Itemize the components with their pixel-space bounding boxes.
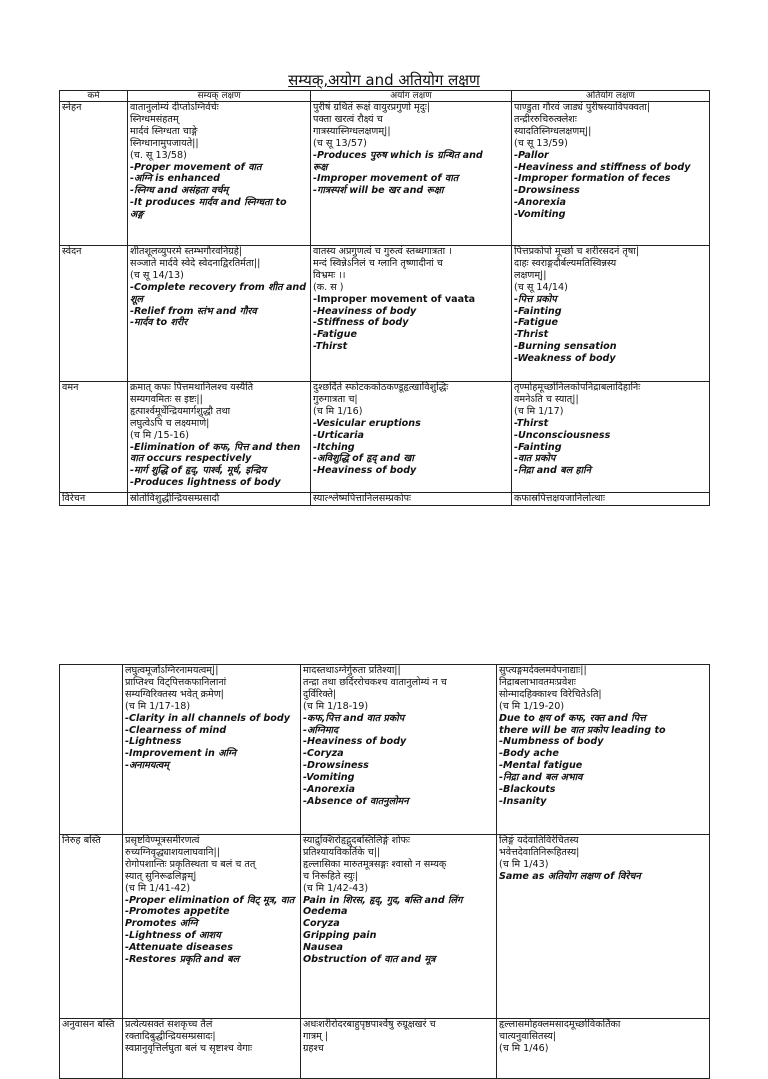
cell-line: स्याद्रुक्शिरोहृद्गुदबस्तिलिङ्गे शोफः: [303, 835, 410, 846]
cell-line: पित्तप्रकोपो मूर्च्छा च शरीरसदनं तृषा|: [514, 246, 640, 257]
cell-line: Obstruction of वात and मूत्र: [303, 954, 436, 966]
cell-line: -Pallor: [514, 149, 549, 161]
cell-line: -Heaviness of body: [313, 465, 417, 477]
cell-line: -Lightness: [125, 736, 182, 748]
cell-line: ग्रहश्च: [303, 1042, 324, 1054]
cell-line: -पित्त प्रकोप: [514, 293, 557, 305]
cell-line: स्वप्नानुवृत्तिर्लघुता बलं च सृष्टाश्च वेगाः: [125, 1042, 253, 1054]
cell-line: -Improvement in अग्नि: [125, 748, 237, 760]
ayoga-lakshan-cell: [301, 1019, 497, 1079]
cell-line: स्यात् सुनिरूढलिङ्गम्|: [125, 870, 197, 882]
cell-line: -Proper elimination of विट् मूत्र, वात: [125, 894, 295, 906]
atiyoga-lakshan-cell: [497, 835, 710, 1019]
cell-line: -Improper movement of vaata: [313, 293, 476, 305]
cell-line: गुरुगात्रता च|: [313, 393, 358, 405]
cell-line: हृत्पार्श्वमूर्धेन्द्रियमार्गशुद्धौ तथा: [130, 405, 231, 417]
samyak-lakshan-cell: [128, 382, 311, 493]
cell-line: (क. स ): [313, 281, 344, 293]
cell-line: विभ्रमः ।।: [313, 269, 346, 281]
atiyoga-lakshan-cell: [512, 246, 710, 382]
cell-line: -अग्नि is enhanced: [130, 173, 221, 185]
cell-line: (च सू 14/13): [130, 269, 184, 281]
samyak-lakshan-cell: [128, 102, 311, 246]
cell-line: -Vesicular eruptions: [313, 417, 421, 429]
cell-line: -Anorexia: [303, 784, 356, 796]
cell-line: स्निग्धानामुपजायते||: [130, 137, 199, 149]
cell-line: (च सू 13/57): [313, 137, 367, 149]
cell-line: सुप्त्यङ्गमर्दक्लमवेपनाद्याः||: [499, 665, 587, 676]
samyak-lakshan-cell: [128, 246, 311, 382]
cell-line: -Drowsiness: [514, 185, 580, 197]
cell-line: -Weakness of body: [514, 353, 616, 365]
atiyoga-lakshan-cell: [497, 1019, 710, 1079]
cell-line: Promotes अग्नि: [125, 918, 198, 930]
cell-line: -वात प्रकोप: [514, 453, 556, 465]
karma-cell: वमन: [60, 382, 128, 493]
cell-line: सञ्जाते मार्दवे स्वेदे स्वेदनाद्विरतिर्मता||: [130, 257, 261, 269]
cell-line: -Vomiting: [514, 209, 566, 221]
karma-cell: निरुह बस्ति: [60, 835, 123, 1019]
table-row: [60, 382, 710, 493]
ayoga-lakshan-cell: [301, 665, 497, 835]
cell-line: प्रतिश्यायविकर्तिके च||: [303, 846, 381, 858]
cell-line: चात्यनुवासितस्य|: [499, 1030, 557, 1042]
cell-line: -Produces lightness of body: [130, 477, 281, 489]
column-header-atiyoga: अतियोग लक्षण: [512, 91, 710, 102]
cell-line: Oedema: [303, 906, 348, 918]
cell-line: लक्षणम्||: [514, 269, 547, 281]
cell-line: (च मि 1/43): [499, 858, 549, 870]
cell-line: लिङ्गं यदेवातिविरेचितस्य: [499, 835, 579, 846]
cell-line: -Drowsiness: [303, 760, 369, 772]
cell-line: -Burning sensation: [514, 341, 617, 353]
cell-line: (च मि 1/17-18): [125, 700, 191, 712]
cell-line: (च सू 14/14): [514, 281, 568, 293]
cell-line: तृण्मोहमूर्च्छानिलकोपनिद्राबलादिहानिः: [514, 382, 641, 393]
cell-line: (च मि 1/18-19): [303, 700, 369, 712]
cell-line: -Elimination of कफ, पित्त and then: [130, 441, 301, 453]
cell-line: तन्द्रीररुचिरुत्क्लेशः: [514, 113, 577, 125]
cell-line: -Produces पुरुष which is ग्रन्थित and: [313, 149, 483, 161]
cell-line: Nausea: [303, 942, 344, 954]
cell-line: -Proper movement of वात: [130, 161, 262, 173]
cell-line: मार्दवं स्निग्धता चाङ्गे: [130, 125, 198, 137]
karma-cell: स्नेहन: [60, 102, 128, 246]
atiyoga-lakshan-cell: [512, 493, 710, 506]
karma-cell: [60, 665, 123, 835]
cell-line: प्राप्तिश्च विट्पित्तकफानिलानां: [125, 676, 227, 688]
cell-line: -Clearness of mind: [125, 724, 227, 736]
cell-line: -Thrist: [514, 329, 549, 341]
cell-line: (च मि 1/16): [313, 405, 363, 417]
cell-line: वमनेऽति च स्यात्||: [514, 393, 579, 405]
cell-line: (च मि 1/41-42): [125, 882, 191, 894]
cell-line: (च मि /15-16): [130, 429, 190, 441]
cell-line: -Heaviness and stiffness of body: [514, 161, 691, 173]
cell-line: Pain in शिरस, हृद्, गुद, बस्ति and लिंग: [303, 894, 463, 906]
cell-line: अङ्ग: [130, 209, 144, 221]
column-header-samyak: सम्यक् लक्षण: [128, 91, 311, 102]
cell-line: -Attenuate diseases: [125, 942, 233, 954]
lakshan-table-part-1: [59, 90, 710, 506]
atiyoga-lakshan-cell: [497, 665, 710, 835]
cell-line: कफास्रपित्तक्षयजानिलोत्थाः: [514, 493, 605, 504]
cell-line: -Vomiting: [303, 772, 355, 784]
cell-line: पाण्डुता गौरवं जाड्यं पुरीषस्याविपक्वता|: [514, 102, 651, 113]
cell-line: (च सू 13/59): [514, 137, 568, 149]
ayoga-lakshan-cell: [311, 382, 512, 493]
cell-line: क्रमात् कफः पित्तमथानिलश्च यस्यैति: [130, 382, 254, 393]
cell-line: -Itching: [313, 441, 355, 453]
cell-line: -Heaviness of body: [303, 736, 407, 748]
ayoga-lakshan-cell: [311, 246, 512, 382]
karma-cell: स्वेदन: [60, 246, 128, 382]
cell-line: there will be वात प्रकोप leading to: [499, 724, 666, 736]
cell-line: -Urticaria: [313, 429, 365, 441]
cell-line: (च मि 1/42-43): [303, 882, 369, 894]
table-row: [60, 246, 710, 382]
cell-line: प्रत्येत्यसक्तं सशकृच्च तैलं: [125, 1019, 213, 1030]
cell-line: पक्ता खरत्वं रौक्ष्यं च: [313, 113, 383, 125]
cell-line: -Absence of वातनुलोमन: [303, 795, 409, 807]
cell-line: -Lightness of आशय: [125, 930, 221, 942]
table-row: [60, 493, 710, 506]
cell-line: -स्निग्ध and असंहता वर्चम्: [130, 185, 229, 197]
cell-line: लघुत्वेऽपि च लक्ष्यमाणे|: [130, 417, 210, 429]
atiyoga-lakshan-cell: [512, 102, 710, 246]
cell-line: -Fainting: [514, 305, 562, 317]
cell-line: -Fatigue: [313, 329, 357, 341]
cell-line: रुच्यग्निवृद्ध्याशयलाघवानि||: [125, 846, 220, 858]
cell-line: दुश्छर्दिते स्फोटककोठकण्डूहृत्खाविशुद्धिः: [313, 382, 449, 393]
ayoga-lakshan-cell: [311, 102, 512, 246]
cell-line: रक्तादिबुद्धीन्द्रियसम्प्रसादः|: [125, 1030, 216, 1042]
cell-line: शूल: [130, 293, 144, 305]
cell-line: भवेत्तदेवातिनिरूहितस्य|: [499, 846, 580, 858]
cell-line: वात occurs respectively: [130, 453, 252, 465]
cell-line: -Heaviness of body: [313, 305, 417, 317]
samyak-lakshan-cell: [128, 493, 311, 506]
cell-line: -Clarity in all channels of body: [125, 712, 291, 724]
page-title: सम्यक्,अयोग and अतियोग लक्षण: [288, 71, 480, 89]
cell-line: मादस्तथाऽग्नेर्गुरुता प्रतिश्या||: [303, 665, 401, 676]
cell-line: -Unconsciousness: [514, 429, 611, 441]
cell-line: (च मि 1/19-20): [499, 700, 565, 712]
samyak-lakshan-cell: [123, 835, 301, 1019]
cell-line: रोगोपशान्तिः प्रकृतिस्थता च बलं च तत्: [125, 858, 256, 870]
cell-line: प्रसृष्टविण्मूत्रसमीरणत्वं: [125, 835, 200, 846]
cell-line: तन्द्रा तथा छर्दिररोचकश्च वातानुलोम्यं न च: [303, 676, 447, 688]
cell-line: -Restores प्रकृति and बल: [125, 954, 240, 966]
cell-line: -Improper formation of feces: [514, 173, 671, 185]
cell-line: सोन्मादहिक्काश्च विरेचितेऽति|: [499, 688, 602, 700]
cell-line: -Fatigue: [514, 317, 558, 329]
cell-line: हृल्लासिका मारुतमूत्रसङ्गः श्वासो न सम्यक्: [303, 858, 447, 870]
ayoga-lakshan-cell: [301, 835, 497, 1019]
cell-line: दुर्विरिक्ते|: [303, 688, 337, 700]
cell-line: मन्दं स्विन्नेऽनिलं च ग्लानि तृष्णादीनां च: [313, 257, 443, 269]
cell-line: -It produces मार्दव and स्निग्धता to: [130, 197, 287, 209]
cell-line: Same as अतियोग लक्षण of विरेचन: [499, 870, 641, 882]
table-row: [60, 835, 710, 1019]
column-header-ayoga: अयोग लक्षण: [311, 91, 512, 102]
cell-line: -निद्रा and बल अभाव: [499, 772, 583, 784]
cell-line: स्रोतोविशुद्धीन्द्रियसम्प्रसादौ: [130, 493, 220, 504]
cell-line: स्निग्धमसंहतम्: [130, 113, 179, 125]
cell-line: वातानुलोम्यं दीप्तोऽग्निर्वर्चः: [130, 102, 219, 113]
cell-line: -कफ,पित्त and वात प्रकोप: [303, 712, 405, 724]
cell-line: गात्रम् |: [303, 1030, 329, 1042]
cell-line: -Fainting: [514, 441, 562, 453]
cell-line: रूक्ष: [313, 161, 328, 173]
table-header-row: [60, 91, 710, 102]
cell-line: निद्राबलाभावतमःप्रवेशः: [499, 676, 576, 688]
atiyoga-lakshan-cell: [512, 382, 710, 493]
cell-line: -Relief from स्तंभ and गौरव: [130, 305, 257, 317]
lakshan-table-part-2: [59, 664, 710, 1079]
cell-line: -Blackouts: [499, 784, 556, 796]
cell-line: हृल्लासमोहक्लमसादमूर्च्छाविकर्तिका: [499, 1019, 621, 1030]
cell-line: लघुत्वमूर्जोऽग्निरनामयत्वम्||: [125, 665, 219, 676]
cell-line: -Anorexia: [514, 197, 567, 209]
cell-line: -Promotes appetite: [125, 906, 230, 918]
samyak-lakshan-cell: [123, 665, 301, 835]
cell-line: -Complete recovery from शीत and: [130, 281, 307, 293]
cell-line: सम्यगवमितः स इष्टः||: [130, 393, 203, 405]
cell-line: Due to क्षय of कफ, रक्त and पित्त: [499, 712, 646, 724]
cell-line: (च मि 1/17): [514, 405, 564, 417]
cell-line: Coryza: [303, 918, 340, 930]
cell-line: -मार्दव to शरीर: [130, 317, 188, 329]
cell-line: -Coryza: [303, 748, 344, 760]
ayoga-lakshan-cell: [311, 493, 512, 506]
cell-line: -Numbness of body: [499, 736, 604, 748]
table-row: [60, 1019, 710, 1079]
cell-line: -Mental fatigue: [499, 760, 583, 772]
column-header-karma: कर्म: [60, 91, 128, 102]
cell-line: (च. सू 13/58): [130, 149, 187, 161]
cell-line: -निद्रा and बल हानि: [514, 465, 591, 477]
cell-line: -Thirst: [514, 417, 549, 429]
cell-line: -Stiffness of body: [313, 317, 409, 329]
cell-line: Gripping pain: [303, 930, 377, 942]
cell-line: -Body ache: [499, 748, 559, 760]
cell-line: -अविशुद्धि of हृद् and खा: [313, 453, 414, 465]
cell-line: स्यादतिस्निग्धलक्षणम्||: [514, 125, 592, 137]
table-row: [60, 102, 710, 246]
cell-line: -Thirst: [313, 341, 348, 353]
karma-cell: अनुवासन बस्ति: [60, 1019, 123, 1079]
cell-line: पुरीषं ग्रथितं रूक्षं वायुरप्रगुणो मृदुः|: [313, 102, 431, 113]
cell-line: शीतशूलव्युपरमे स्तम्भगौरवनिग्रहे|: [130, 246, 243, 257]
cell-line: -Improper movement of वात: [313, 173, 459, 185]
cell-line: दाहः स्वराङ्गदौर्बल्यमतिस्विन्नस्य: [514, 257, 617, 269]
cell-line: -मार्ग शुद्धि of हृद्, पार्श्व, मूर्ध, इन्द्रिय: [130, 465, 267, 477]
cell-line: सम्यग्विरिक्तस्य भवेत् क्रमेण|: [125, 688, 224, 700]
cell-line: -Insanity: [499, 795, 547, 807]
cell-line: अधःशरीरोदरबाहुपृष्ठपार्श्वेषु रुग्रूक्षखरं च: [303, 1019, 436, 1030]
karma-cell: विरेचन: [60, 493, 128, 506]
samyak-lakshan-cell: [123, 1019, 301, 1079]
table-row: [60, 665, 710, 835]
cell-line: -गात्रस्पर्श will be खर and रूक्षा: [313, 185, 444, 197]
cell-line: (च मि 1/46): [499, 1042, 549, 1054]
cell-line: -अनामयत्वम्: [125, 760, 170, 772]
cell-line: स्यात्श्लेष्मपित्तानिलसम्प्रकोपः: [313, 493, 411, 504]
cell-line: च निरूहिते स्युः|: [303, 870, 358, 882]
cell-line: -अग्निमाद: [303, 724, 339, 736]
cell-line: गात्रस्यास्निग्धलक्षणम्||: [313, 125, 391, 137]
cell-line: वातस्य अप्रगुणत्वं च गुरुत्वं स्तब्धगात्रता ।: [313, 246, 452, 257]
